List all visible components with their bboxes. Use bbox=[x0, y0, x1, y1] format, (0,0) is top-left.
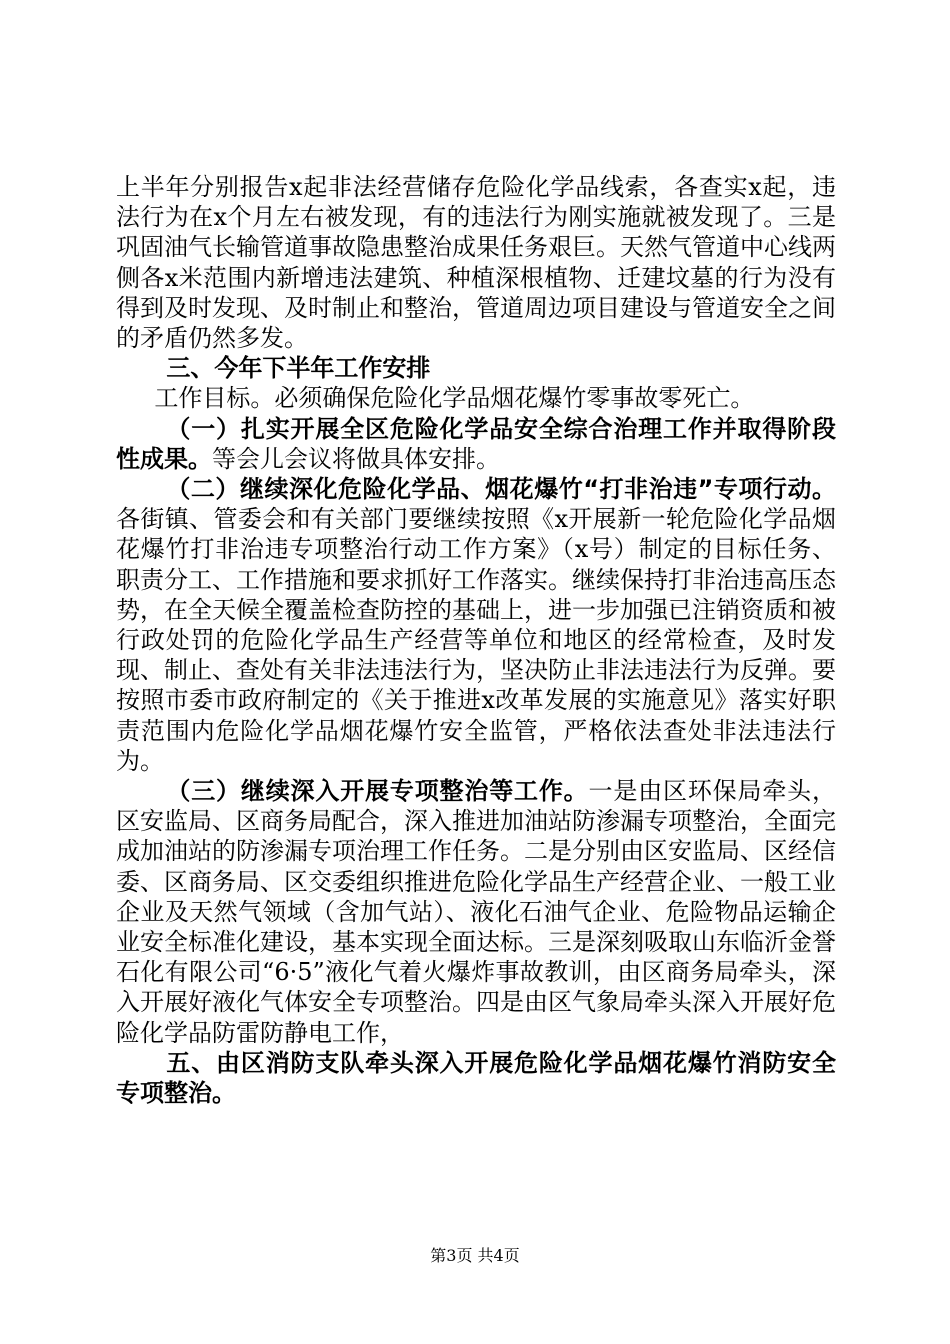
item-3-heading: （三）继续深入开展专项整治等工作。 bbox=[166, 777, 589, 806]
item-2-paragraph bbox=[116, 474, 836, 776]
item-1-heading: （一）扎实开展全区危险化学品安全综合治理工作并取得阶段性成果。 bbox=[116, 414, 836, 473]
work-goal-paragraph: 工作目标。必须确保危险化学品烟花爆竹零事故零死亡。 bbox=[154, 384, 755, 413]
item-3-text: 一是由区环保局牵头，区安监局、区商务局配合，深入推进加油站防渗漏专项整治，全面完成加油站的防渗漏专项治理工作任务。二是分别由区安监局、区经信委、区商务局、区交委组织推进危险化学品生产经营企业、一般工业企业及天然气领域（含加气站）、液化石油气企业、危险物品运输企业安全标准化建设，基本实现全面达标。三是深刻吸取山东临沂金誉石化有限公司“6·5”液化气着火爆炸事故教训，由区商务局牵头，深入开展好液化气体安全专项整治。四是由区气象局牵头深入开展好危险化学品防雷防静电工作， bbox=[116, 777, 837, 1047]
section-3-heading: 三、今年下半年工作安排 bbox=[166, 354, 431, 383]
item-3-paragraph bbox=[116, 776, 836, 1048]
item-2-text: 各街镇、管委会和有关部门要继续按照《x开展新一轮危险化学品烟花爆竹打非治违专项整治行动工作方案》（x号）制定的目标任务、职责分工、工作措施和要求抓好工作落实。继续保持打非治违高压态势，在全天候全覆盖检查防控的基础上，进一步加强已注销资质和被行政处罚的危险化学品生产经营等单位和地区的经常检查，及时发现、制止、查处有关非法违法行为，坚决防止非法违法行为反弹。要按照市委市政府制定的《关于推进x改革发展的实施意见》落实好职责范围内危险化学品烟花爆竹安全监管，严格依法查处非法违法行为。 bbox=[116, 505, 836, 775]
item-5-heading: 五、由区消防支队牵头深入开展危险化学品烟花爆竹消防安全专项整治。 bbox=[116, 1048, 836, 1108]
paragraph-risks-continued: 上半年分别报告x起非法经营储存危险化学品线索，各查实x起，违法行为在x个月左右被发现，有的违法行为刚实施就被发现了。三是巩固油气长输管道事故隐患整治成果任务艰巨。天然气管道中心线两侧各x米范围内新增违法建筑、种植深根植物、迁建坟墓的行为没有得到及时发现、及时制止和整治，管道周边项目建设与管道安全之间的矛盾仍然多发。 bbox=[116, 173, 836, 353]
item-1-text: 等会儿会议将做具体安排。 bbox=[212, 444, 500, 473]
item-2-heading: （二）继续深化危险化学品、烟花爆竹“打非治违”专项行动。 bbox=[166, 475, 836, 504]
page-number-footer: 第3页 共4页 bbox=[430, 1246, 520, 1265]
item-1-paragraph bbox=[116, 414, 836, 474]
document-body bbox=[116, 172, 836, 1108]
